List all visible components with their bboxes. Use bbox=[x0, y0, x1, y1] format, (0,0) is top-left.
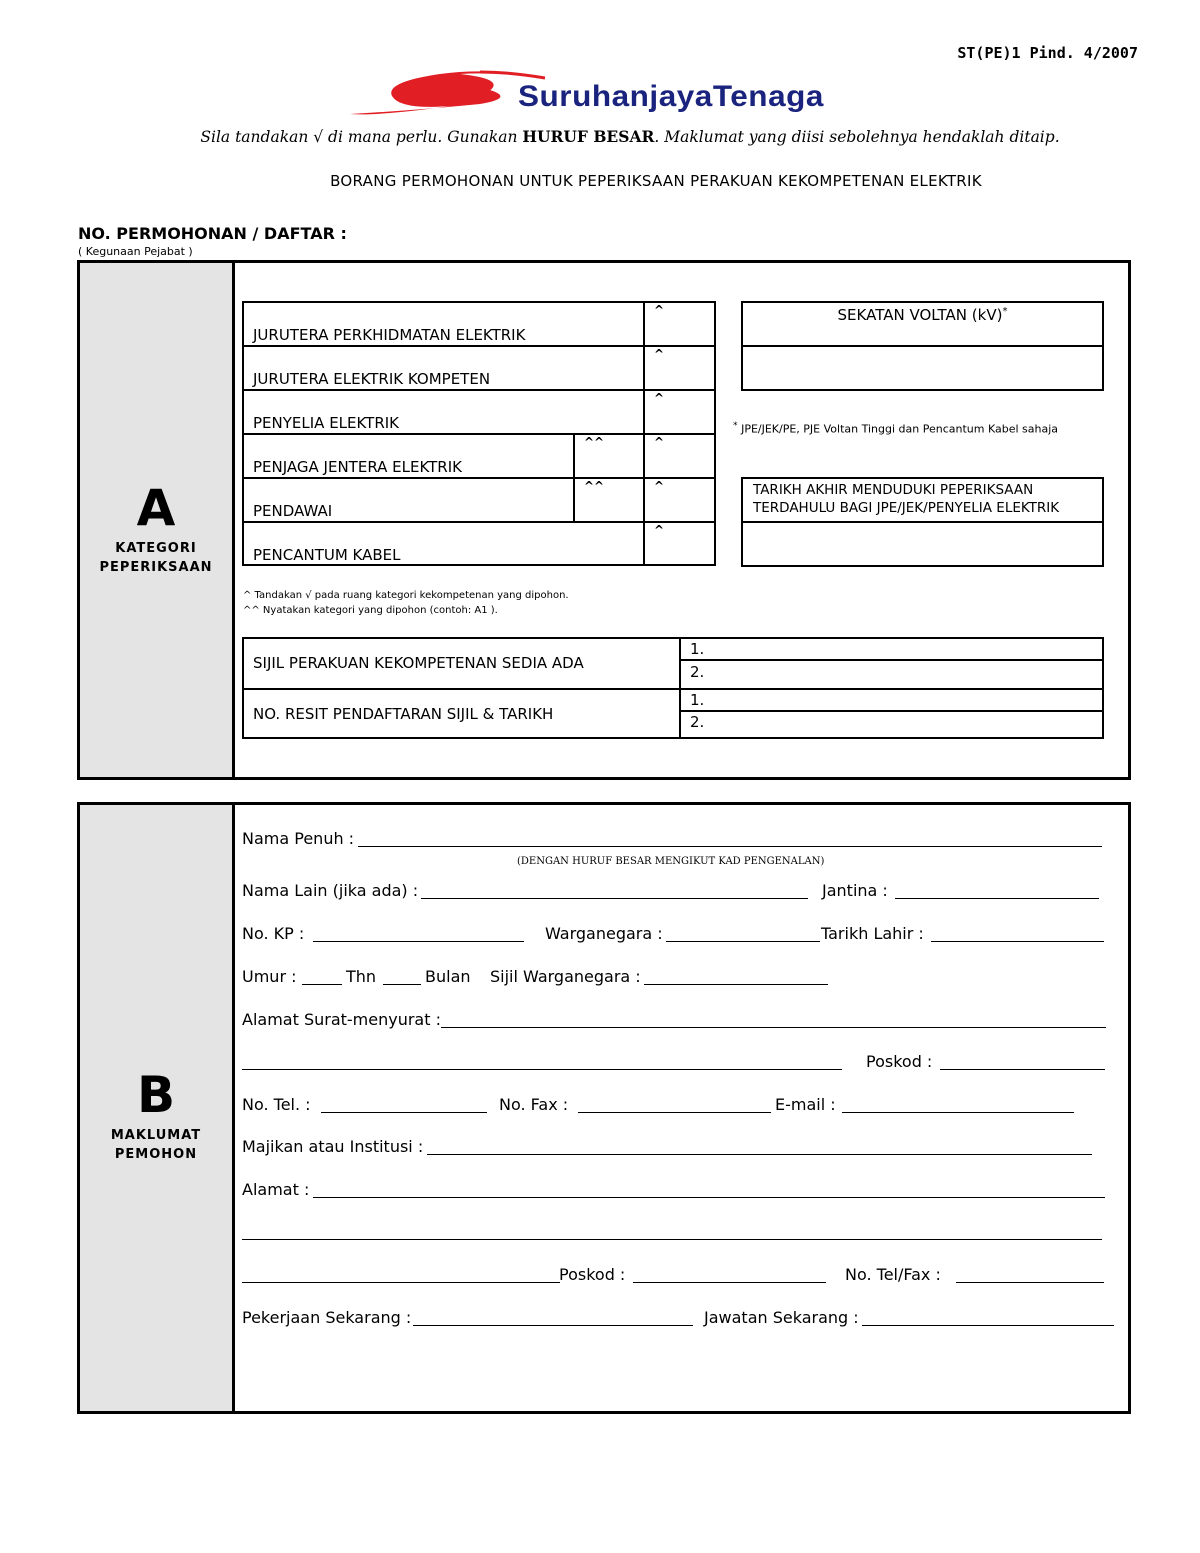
category-checkbox[interactable]: ^ bbox=[654, 391, 665, 405]
citizenship-field[interactable] bbox=[666, 941, 820, 942]
certificate-row-1[interactable]: 1. bbox=[690, 640, 705, 658]
category-notes: ^ Tandakan √ pada ruang kategori kekompetenan yang dipohon. ^^ Nyatakan kategori yang dipohon (contoh: A1 ). bbox=[243, 590, 569, 616]
position-label: Jawatan Sekarang : bbox=[704, 1308, 859, 1327]
subcategory-field[interactable]: ^^ bbox=[584, 435, 605, 449]
last-exam-input[interactable] bbox=[743, 525, 1100, 563]
occupation-label: Pekerjaan Sekarang : bbox=[242, 1308, 412, 1327]
months-label: Bulan bbox=[425, 967, 471, 986]
email-label: E-mail : bbox=[775, 1095, 836, 1114]
instruction-text: Sila tandakan √ di mana perlu. Gunakan HURUF BESAR. Maklumat yang diisi sebolehnya hendaklah ditaip. bbox=[200, 127, 1060, 146]
receipt-no-label: NO. RESIT PENDAFTARAN SIJIL & TARIKH bbox=[253, 705, 554, 723]
voltage-note: * JPE/JEK/PE, PJE Voltan Tinggi dan Pencantum Kabel sahaja bbox=[733, 420, 1059, 436]
application-no-label: NO. PERMOHONAN / DAFTAR : bbox=[78, 224, 347, 243]
dob-field[interactable] bbox=[931, 941, 1104, 942]
category-checkbox[interactable]: ^ bbox=[654, 523, 665, 537]
postcode2-field[interactable] bbox=[633, 1282, 826, 1283]
fax-label: No. Fax : bbox=[499, 1095, 569, 1114]
category-label: JURUTERA ELEKTRIK KOMPETEN bbox=[253, 370, 491, 388]
section-b bbox=[77, 802, 1131, 1414]
age-months-field[interactable] bbox=[383, 984, 421, 985]
category-checkbox[interactable]: ^ bbox=[654, 435, 665, 449]
form-title: BORANG PERMOHONAN UNTUK PEPERIKSAAN PERAKUAN KEKOMPETENAN ELEKTRIK bbox=[330, 172, 982, 190]
last-exam-label: TARIKH AKHIR MENDUDUKI PEPERIKSAAN TERDAHULU BAGI JPE/JEK/PENYELIA ELEKTRIK bbox=[753, 482, 1060, 516]
address-label: Alamat : bbox=[242, 1180, 310, 1199]
employer-field[interactable] bbox=[427, 1154, 1092, 1155]
certificate-row-2[interactable]: 2. bbox=[690, 663, 705, 681]
section-b-sidebar bbox=[80, 805, 235, 1411]
mailing-address-label: Alamat Surat-menyurat : bbox=[242, 1010, 441, 1029]
receipt-row-1[interactable]: 1. bbox=[690, 691, 705, 709]
other-name-field[interactable] bbox=[421, 898, 808, 899]
section-b-letter: B bbox=[136, 1066, 176, 1124]
fax-field[interactable] bbox=[578, 1112, 771, 1113]
postcode2-label: Poskod : bbox=[559, 1265, 626, 1284]
dob-label: Tarikh Lahir : bbox=[821, 924, 924, 943]
form-code: ST(PE)1 Pind. 4/2007 bbox=[957, 44, 1138, 62]
subcategory-field[interactable]: ^^ bbox=[584, 479, 605, 493]
category-label: PENYELIA ELEKTRIK bbox=[253, 414, 400, 432]
tel-label: No. Tel. : bbox=[242, 1095, 311, 1114]
citizenship-cert-label: Sijil Warganegara : bbox=[490, 967, 641, 986]
ic-no-label: No. KP : bbox=[242, 924, 305, 943]
full-name-note: (DENGAN HURUF BESAR MENGIKUT KAD PENGENALAN) bbox=[517, 856, 825, 867]
category-label: PENCANTUM KABEL bbox=[253, 546, 401, 564]
gender-field[interactable] bbox=[895, 898, 1099, 899]
citizenship-cert-field[interactable] bbox=[644, 984, 828, 985]
existing-certificate-label: SIJIL PERAKUAN KEKOMPETENAN SEDIA ADA bbox=[253, 654, 584, 672]
mailing-address-field-2[interactable] bbox=[242, 1069, 842, 1070]
category-checkbox[interactable]: ^ bbox=[654, 347, 665, 361]
age-label: Umur : bbox=[242, 967, 297, 986]
address-field[interactable] bbox=[313, 1197, 1105, 1198]
full-name-label: Nama Penuh : bbox=[242, 829, 355, 848]
category-checkbox[interactable]: ^ bbox=[654, 303, 665, 317]
citizenship-label: Warganegara : bbox=[545, 924, 663, 943]
postcode-field[interactable] bbox=[940, 1069, 1105, 1070]
tel-fax-label: No. Tel/Fax : bbox=[845, 1265, 941, 1284]
postcode-label: Poskod : bbox=[866, 1052, 933, 1071]
other-name-label: Nama Lain (jika ada) : bbox=[242, 881, 419, 900]
section-a-label: KATEGORI PEPERIKSAAN bbox=[99, 541, 213, 575]
category-label: PENDAWAI bbox=[253, 502, 333, 520]
section-a-letter: A bbox=[136, 479, 176, 537]
gender-label: Jantina : bbox=[822, 881, 888, 900]
years-label: Thn bbox=[346, 967, 377, 986]
full-name-field[interactable] bbox=[358, 846, 1102, 847]
office-use-note: ( Kegunaan Pejabat ) bbox=[78, 245, 193, 258]
position-field[interactable] bbox=[862, 1325, 1114, 1326]
voltage-header: SEKATAN VOLTAN (kV)* bbox=[837, 306, 1008, 324]
category-checkbox[interactable]: ^ bbox=[654, 479, 665, 493]
logo-text: SuruhanjayaTenaga bbox=[518, 80, 824, 113]
tel-field[interactable] bbox=[321, 1112, 487, 1113]
employer-label: Majikan atau Institusi : bbox=[242, 1137, 424, 1156]
address-field-2[interactable] bbox=[242, 1239, 1102, 1240]
category-label: PENJAGA JENTERA ELEKTRIK bbox=[253, 458, 462, 476]
section-a-sidebar bbox=[80, 263, 235, 777]
voltage-input[interactable] bbox=[743, 349, 1100, 387]
section-b-label: MAKLUMAT PEMOHON bbox=[110, 1128, 202, 1162]
occupation-field[interactable] bbox=[413, 1325, 693, 1326]
category-label: JURUTERA PERKHIDMATAN ELEKTRIK bbox=[253, 326, 526, 344]
ic-no-field[interactable] bbox=[313, 941, 524, 942]
address-field-3[interactable] bbox=[242, 1282, 560, 1283]
age-years-field[interactable] bbox=[302, 984, 342, 985]
receipt-row-2[interactable]: 2. bbox=[690, 713, 705, 731]
tel-fax-field[interactable] bbox=[956, 1282, 1104, 1283]
email-field[interactable] bbox=[842, 1112, 1074, 1113]
mailing-address-field[interactable] bbox=[441, 1027, 1106, 1028]
